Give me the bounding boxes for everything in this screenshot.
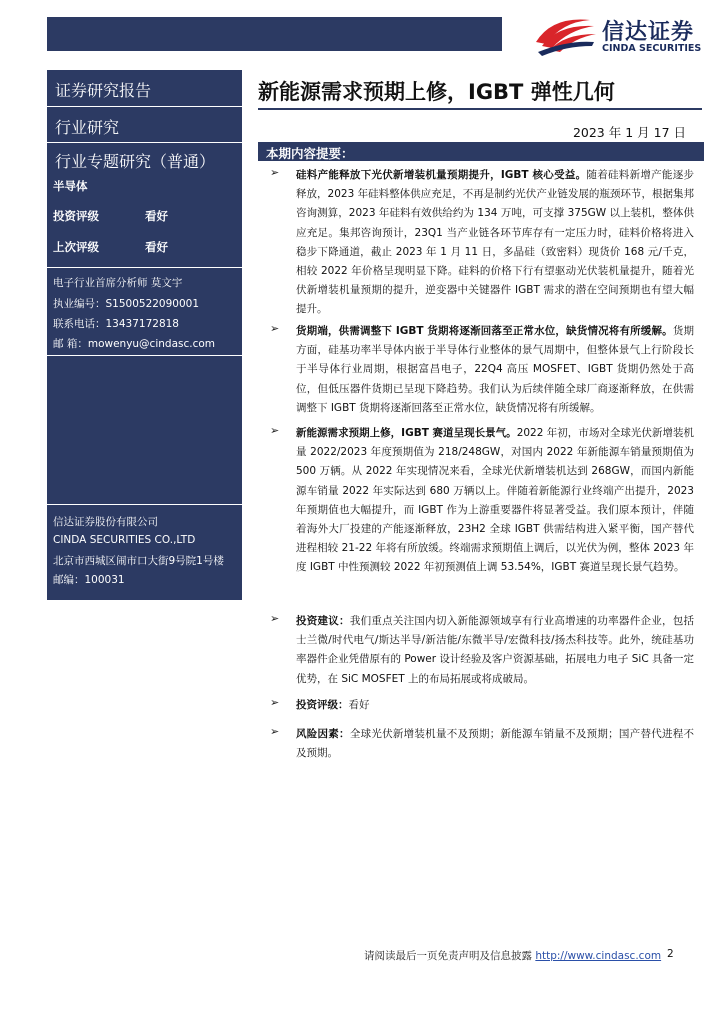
- bullet-text: [296, 612, 694, 689]
- cinda-logo-icon: [532, 12, 598, 58]
- bullet-lead: 硅料产能释放下光伏新增装机量预期提升，IGBT 核心受益。: [296, 169, 587, 181]
- bullet-lead: 风险因素：: [296, 728, 350, 740]
- footer-disclaimer: [364, 948, 661, 963]
- report-type: 证券研究报告: [55, 81, 152, 100]
- arrow-bullet-icon: ➢: [270, 322, 280, 335]
- sidebar-category-box: [47, 106, 242, 143]
- report-date: 2023 年 1 月 17 日: [572, 125, 686, 140]
- title-underline: [258, 108, 702, 110]
- sidebar-report-type-box: [47, 70, 242, 107]
- sidebar: [47, 70, 242, 600]
- bullet-text: [296, 696, 694, 715]
- logo-text-cn: 信达证券: [602, 20, 695, 45]
- bullet-lead: 新能源需求预期上修，IGBT 赛道呈现长景气。: [296, 427, 517, 439]
- page-number: 2: [667, 948, 674, 960]
- analyst-name: 电子行业首席分析师 莫文宇: [53, 277, 183, 289]
- summary-header-label: 本期内容提要：: [266, 146, 354, 161]
- summary-header: [258, 142, 704, 161]
- bullet-body: 全球光伏新增装机量不及预期；新能源车销量不及预期；国产替代进程不及预期。: [296, 728, 695, 760]
- bullet-lead: 货期端，供需调整下 IGBT 货期将逐渐回落至正常水位，缺货情况将有所缓解。: [296, 325, 673, 337]
- company-postcode: 邮编：100031: [53, 574, 125, 586]
- bullet-body: 2022 年初，市场对全球光伏新增装机量 2022/2023 年度预期值为 218/248GW，对国内 2022 年新能源车销量预期值为 500 万辆。从 2022 年实现情况来看，全球光伏新增装机达到 268GW，而国内新能源车销量 2022 年实际达到 680 万辆以上。伴随着新能源行业终端产出提升，2023 年预期值也大幅提升，而 IGBT 作为上游重要器件将显著受益。我们原本预计，伴随着海外大厂投建的产能逐渐释放，23H2 全球 IGBT 供需结构进入紧平衡，国产替代进程相较 21-22 年将有所放缓。终端需求预期值上调后，以光伏为例，整体 2023 年度 IGBT 中性预测较 2022 年初预测值上调 53.54%，IGBT 赛道呈现长景气趋势。: [296, 427, 694, 574]
- prev-rating-label: 上次评级: [53, 240, 99, 254]
- analyst-license: 执业编号：S1500522090001: [53, 298, 200, 310]
- bullet-text: [296, 322, 694, 418]
- analyst-email: 邮 箱：mowenyu@cindasc.com: [53, 338, 216, 350]
- arrow-bullet-icon: ➢: [270, 612, 280, 625]
- arrow-bullet-icon: ➢: [270, 166, 280, 179]
- report-category: 行业研究: [55, 118, 120, 137]
- bullet-body: 随着硅料新增产能逐步释放，2023 年硅料整体供应充足，不再是制约光伏产业链发展的瓶颈环节，根据集邦咨询测算，2023 年硅料有效供给约为 134 万吨，可支撑 375GW 以上装机，整体供应充足。集邦咨询预计，23Q1 当产业链各环节库存有一定压力时，硅料价格将进入稳步下降通道，截止 2023 年 1 月 11 日，多晶硅（致密料）现货价 168 元/千克，相较 2022 年价格呈现明显下降。硅料的价格下行有望驱动光伏装机量提升，随着光伏新增装机量预期的提升，逆变器中关键器件 IGBT 需求的潜在空间预期也有望大幅提升。: [296, 169, 694, 316]
- footer-website-link[interactable]: http://www.cindasc.com: [535, 950, 662, 962]
- rating-label: 投资评级: [53, 209, 99, 223]
- analyst-phone: 联系电话：13437172818: [53, 318, 179, 330]
- prev-rating-value: 看好: [145, 240, 168, 254]
- page-title: 新能源需求预期上修，IGBT 弹性几何: [258, 80, 615, 104]
- bullet-body: 我们重点关注国内切入新能源领域享有行业高增速的功率器件企业，包括士兰微/时代电气/斯达半导/新洁能/东微半导/宏微科技/扬杰科技等。此外，统硅基功率器件企业凭借原有的 Power 设计经验及客户资源基础，拓展电力电子 SiC 具备一定优势，在 SiC MOSFET 上的布局拓展或将成破局。: [296, 615, 695, 685]
- header-bar: [47, 17, 502, 51]
- company-name-cn: 信达证券股份有限公司: [53, 516, 158, 528]
- bullet-lead: 投资建议：: [296, 615, 350, 627]
- sidebar-subcategory-box: [47, 142, 242, 176]
- bullet-text: [296, 166, 694, 320]
- bullet-body: 货期方面，硅基功率半导体内嵌于半导体行业整体的景气周期中，但整体景气上行阶段长于半导体行业周期，根据富昌电子，22Q4 高压 MOSFET、IGBT 货期仍然处于高位，但低压器件货期已呈现下降趋势。我们认为后续伴随全球厂商逐渐释放，在供需调整下 IGBT 货期将逐渐回落至正常水位，缺货情况将有所缓解。: [296, 325, 694, 414]
- company-address: 北京市西城区闹市口大街9号院1号楼: [53, 555, 224, 567]
- sidebar-divider: [47, 267, 242, 268]
- sidebar-divider: [47, 504, 242, 505]
- bullet-text: [296, 725, 694, 763]
- arrow-bullet-icon: ➢: [270, 424, 280, 437]
- footer-disclaimer-text: 请阅读最后一页免责声明及信息披露: [364, 950, 532, 962]
- cinda-logo: [532, 12, 712, 62]
- company-name-en: CINDA SECURITIES CO.,LTD: [53, 534, 196, 546]
- arrow-bullet-icon: ➢: [270, 696, 280, 709]
- bullet-lead: 投资评级：: [296, 699, 349, 711]
- bullet-body: 看好: [348, 699, 370, 711]
- arrow-bullet-icon: ➢: [270, 725, 280, 738]
- report-subcategory: 行业专题研究（普通）: [55, 152, 216, 171]
- logo-text-en: CINDA SECURITIES: [602, 43, 702, 54]
- bullet-text: [296, 424, 694, 578]
- industry-name: 半导体: [53, 179, 88, 193]
- rating-value: 看好: [145, 209, 168, 223]
- sidebar-divider: [47, 355, 242, 356]
